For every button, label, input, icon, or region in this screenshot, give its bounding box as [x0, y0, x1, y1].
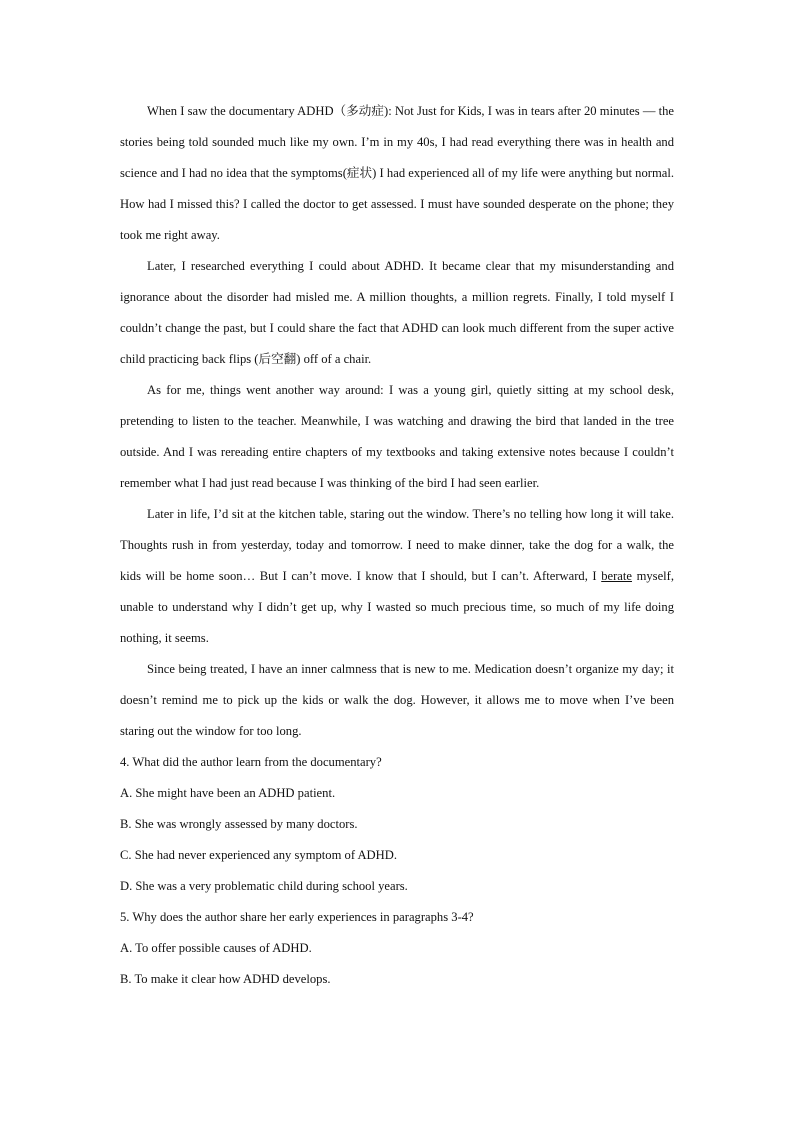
- reading-passage: [120, 96, 674, 995]
- underlined-word-berate: berate: [601, 569, 632, 583]
- paragraph-5: Since being treated, I have an inner calmness that is new to me. Medication doesn’t organize my day; it doesn’t remind me to pick up the kids or walk the dog. However, it allows me to move when I’ve been staring out the window for too long.: [120, 662, 674, 738]
- option-b: B. To make it clear how ADHD develops.: [120, 972, 331, 986]
- option-b: B. She was wrongly assessed by many doctors.: [120, 817, 358, 831]
- question-stem: 5. Why does the author share her early experiences in paragraphs 3-4?: [120, 910, 474, 924]
- question-4: [120, 747, 674, 902]
- option-a: A. She might have been an ADHD patient.: [120, 786, 336, 800]
- option-d: D. She was a very problematic child during school years.: [120, 879, 408, 893]
- question-stem: 4. What did the author learn from the documentary?: [120, 755, 382, 769]
- option-a: A. To offer possible causes of ADHD.: [120, 941, 312, 955]
- paragraph-4-text-start: Later in life, I’d sit at the kitchen table, staring out the window. There’s no telling how long it will take. Thoughts rush in from yesterday, today and tomorrow. I need to make dinner, take the dog for a walk, the kids will be home soon… But I can’t move. I know that I should, but I can’t. Afterward, I: [120, 507, 674, 583]
- paragraph-3: As for me, things went another way around: I was a young girl, quietly sitting at my school desk, pretending to listen to the teacher. Meanwhile, I was watching and drawing the bird that landed in the tree outside. And I was rereading entire chapters of my textbooks and taking extensive notes because I couldn’t remember what I had just read because I was thinking of the bird I had seen earlier.: [120, 383, 674, 490]
- paragraph-1: When I saw the documentary ADHD（多动症): Not Just for Kids, I was in tears after 20 minutes — the stories being told sounded much like my own. I’m in my 40s, I had read everything there was in health and science and I had no idea that the symptoms(症状) I had experienced all of my life were anything but normal. How had I missed this? I called the doctor to get assessed. I must have sounded desperate on the phone; they took me right away.: [120, 104, 674, 242]
- option-c: C. She had never experienced any symptom of ADHD.: [120, 848, 397, 862]
- paragraph-4-text-end: myself, unable to understand why I didn’t get up, why I wasted so much precious time, so much of my life doing nothing, it seems.: [120, 569, 674, 645]
- paragraph-4: [120, 499, 674, 654]
- question-5: [120, 902, 674, 995]
- paragraph-2: Later, I researched everything I could about ADHD. It became clear that my misunderstanding and ignorance about the disorder had misled me. A million thoughts, a million regrets. Finally, I told myself I couldn’t change the past, but I could share the fact that ADHD can look much different from the super active child practicing back flips (后空翻) off of a chair.: [120, 259, 674, 366]
